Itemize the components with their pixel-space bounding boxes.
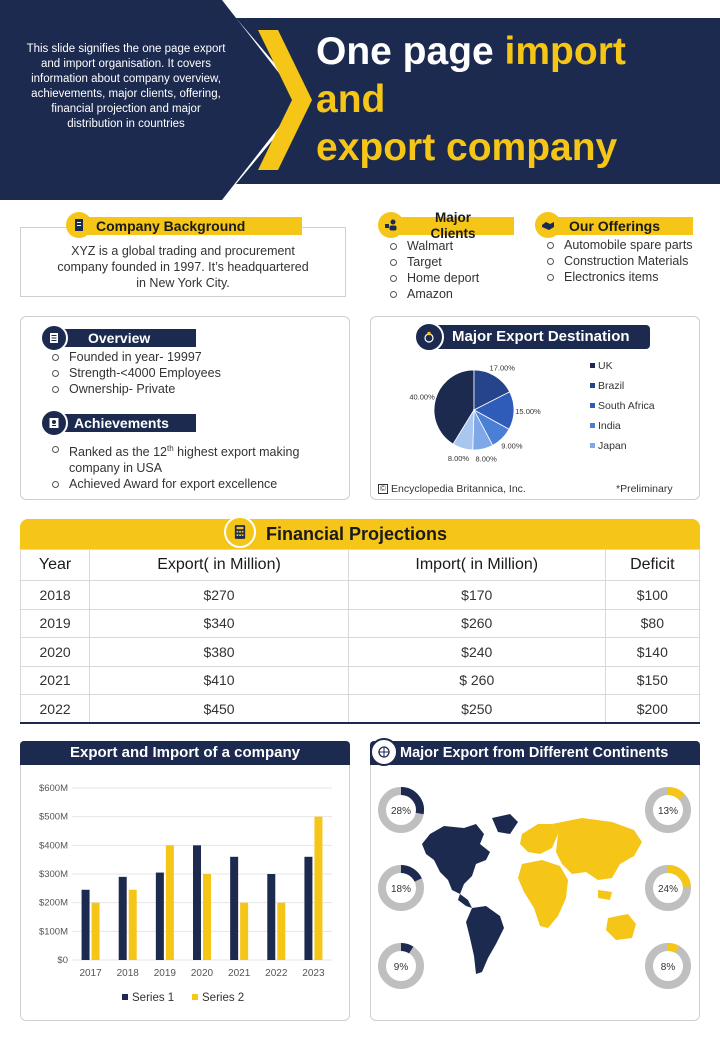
table-cell: $100 — [605, 581, 699, 610]
page-title — [316, 28, 706, 172]
x-tick-label: 2023 — [302, 968, 325, 979]
table-cell: $260 — [348, 609, 605, 638]
table-cell: $270 — [90, 581, 349, 610]
table-cell: $80 — [605, 609, 699, 638]
pie-data-label: 17.00% — [489, 363, 515, 373]
list-item: Automobile spare parts — [545, 237, 693, 253]
bar-chart-title: Export and Import of a company — [20, 741, 350, 765]
ordinal-suffix: th — [167, 444, 174, 453]
x-tick-label: 2022 — [265, 968, 288, 979]
bar — [193, 845, 201, 960]
major-clients-list — [388, 238, 479, 302]
achievements-list — [50, 441, 340, 492]
title-yellow-part: import — [504, 30, 626, 73]
title-line-3: export company — [316, 126, 618, 169]
column-header: Export( in Million) — [90, 550, 349, 581]
column-header: Deficit — [605, 550, 699, 581]
y-tick-label: $400M — [38, 840, 68, 852]
table-cell: 2021 — [21, 666, 90, 695]
legend-label: Brazil — [598, 380, 625, 392]
legend-swatch — [192, 994, 198, 1000]
continents-title: Major Export from Different Continents — [370, 741, 700, 765]
list-item: Walmart — [388, 238, 479, 254]
financial-table-wrapper — [20, 549, 700, 724]
y-tick-label: $300M — [38, 869, 68, 880]
our-offerings-list — [545, 237, 693, 285]
list-item: Home deport — [388, 270, 479, 286]
table-row — [21, 609, 700, 638]
pie-data-label: 8.00% — [475, 454, 497, 464]
table-cell: $200 — [605, 695, 699, 724]
bar — [166, 845, 174, 960]
legend-swatch — [590, 403, 595, 408]
financial-table — [20, 549, 700, 724]
bar — [240, 903, 248, 960]
donut-label: 13% — [657, 806, 679, 817]
donut-label: 18% — [390, 884, 412, 895]
company-background-text: XYZ is a global trading and procurement company founded in 1997. It’s headquartered in New York City. — [57, 244, 309, 290]
list-item: Strength-<4000 Employees — [50, 365, 221, 381]
table-cell: $170 — [348, 581, 605, 610]
table-cell: 2019 — [21, 609, 90, 638]
donut-value-arc — [401, 947, 411, 950]
intro-text: This slide signifies the one page export and import organisation. It covers information about company overview, achievements, major clients, offering, financial projection and major distribution in countries — [26, 43, 226, 130]
donut-label: 24% — [657, 884, 679, 895]
table-cell: 2022 — [21, 695, 90, 724]
source-text: Encyclopedia Britannica, Inc. — [391, 483, 526, 495]
list-item: Founded in year- 19997 — [50, 349, 221, 365]
pie-data-label: 9.00% — [501, 441, 523, 451]
bar — [314, 817, 322, 960]
y-tick-label: $100M — [38, 926, 68, 938]
x-tick-label: 2019 — [153, 968, 176, 979]
list-item: Achieved Award for export excellence — [50, 476, 340, 492]
donut-label: 9% — [393, 962, 409, 973]
bar — [203, 874, 211, 960]
copyright-icon: © — [378, 484, 388, 494]
major-clients-label-text: Major Clients — [430, 210, 476, 241]
legend-label: Series 1 — [132, 992, 175, 1004]
bar — [119, 877, 127, 960]
bar — [304, 857, 312, 960]
document-icon — [66, 212, 92, 238]
globe-pin-icon — [414, 322, 444, 352]
donut-label: 8% — [660, 962, 676, 973]
achievement-text: Ranked as the 12 — [69, 445, 167, 460]
major-clients-label — [392, 210, 514, 241]
bar — [129, 890, 137, 960]
handshake-icon — [535, 212, 561, 238]
y-tick-label: $0 — [57, 955, 68, 966]
table-cell: 2018 — [21, 581, 90, 610]
certificate-icon — [40, 409, 68, 437]
table-cell: $ 260 — [348, 666, 605, 695]
legend-label: Japan — [598, 440, 627, 452]
legend-label: Series 2 — [202, 992, 245, 1004]
legend-swatch — [590, 443, 595, 448]
source-credit — [378, 483, 526, 495]
export-destination-pie-chart — [372, 352, 698, 472]
table-cell: $150 — [605, 666, 699, 695]
table-row — [21, 666, 700, 695]
donut-value-arc — [401, 869, 418, 880]
clients-icon — [378, 212, 404, 238]
bar — [267, 874, 275, 960]
legend-label: India — [598, 420, 621, 432]
financial-projections-label: Financial Projections — [266, 524, 448, 544]
list-item: Amazon — [388, 286, 479, 302]
table-row — [21, 695, 700, 724]
legend-swatch — [590, 423, 595, 428]
pie-data-label: 40.00% — [409, 392, 435, 402]
calculator-icon — [224, 516, 256, 548]
overview-list — [50, 349, 221, 397]
bar — [92, 903, 100, 960]
bar — [156, 873, 164, 960]
donut-label: 28% — [390, 806, 412, 817]
title-line-2: and — [316, 78, 386, 121]
x-tick-label: 2020 — [190, 968, 214, 979]
legend-label: South Africa — [598, 400, 655, 412]
pie-data-label: 15.00% — [515, 406, 541, 416]
x-tick-label: 2017 — [79, 968, 102, 979]
bar — [82, 890, 90, 960]
bar — [277, 903, 285, 960]
achievements-label: Achievements — [48, 414, 196, 432]
table-cell: $250 — [348, 695, 605, 724]
table-cell: 2020 — [21, 638, 90, 667]
legend-swatch — [590, 383, 595, 388]
y-tick-label: $200M — [38, 897, 68, 909]
globe-export-icon — [370, 738, 398, 766]
bar — [230, 857, 238, 960]
overview-icon — [40, 324, 68, 352]
table-row — [21, 638, 700, 667]
table-row — [21, 581, 700, 610]
list-item: Ownership- Private — [50, 381, 221, 397]
export-destination-label: Major Export Destination — [430, 325, 650, 349]
legend-label: UK — [598, 360, 613, 372]
list-item: Target — [388, 254, 479, 270]
achievement-text: highest export making — [173, 445, 300, 460]
legend-swatch — [122, 994, 128, 1000]
list-item — [50, 441, 340, 476]
x-tick-label: 2018 — [116, 968, 139, 979]
header-banner — [0, 0, 720, 200]
table-cell: $410 — [90, 666, 349, 695]
donut-value-arc — [668, 791, 682, 797]
column-header: Year — [21, 550, 90, 581]
export-import-bar-chart — [22, 770, 348, 1018]
achievement-text: company in USA — [69, 461, 163, 476]
table-cell: $240 — [348, 638, 605, 667]
table-cell: $450 — [90, 695, 349, 724]
company-background-label: Company Background — [72, 217, 302, 235]
column-header: Import( in Million) — [348, 550, 605, 581]
table-cell: $380 — [90, 638, 349, 667]
table-header-row — [21, 550, 700, 581]
list-item: Electronics items — [545, 269, 693, 285]
title-white-part: One page — [316, 30, 505, 73]
continent-donut-charts — [372, 768, 698, 1018]
table-cell: $140 — [605, 638, 699, 667]
legend-swatch — [590, 363, 595, 368]
overview-label: Overview — [48, 329, 196, 347]
y-tick-label: $600M — [38, 783, 68, 794]
pie-data-label: 8.00% — [447, 453, 470, 463]
y-tick-label: $500M — [38, 811, 68, 823]
table-cell: $340 — [90, 609, 349, 638]
list-item: Construction Materials — [545, 253, 693, 269]
preliminary-note: *Preliminary — [616, 483, 673, 495]
donut-value-arc — [668, 947, 677, 949]
x-tick-label: 2021 — [228, 968, 251, 979]
our-offerings-label: Our Offerings — [543, 217, 693, 235]
